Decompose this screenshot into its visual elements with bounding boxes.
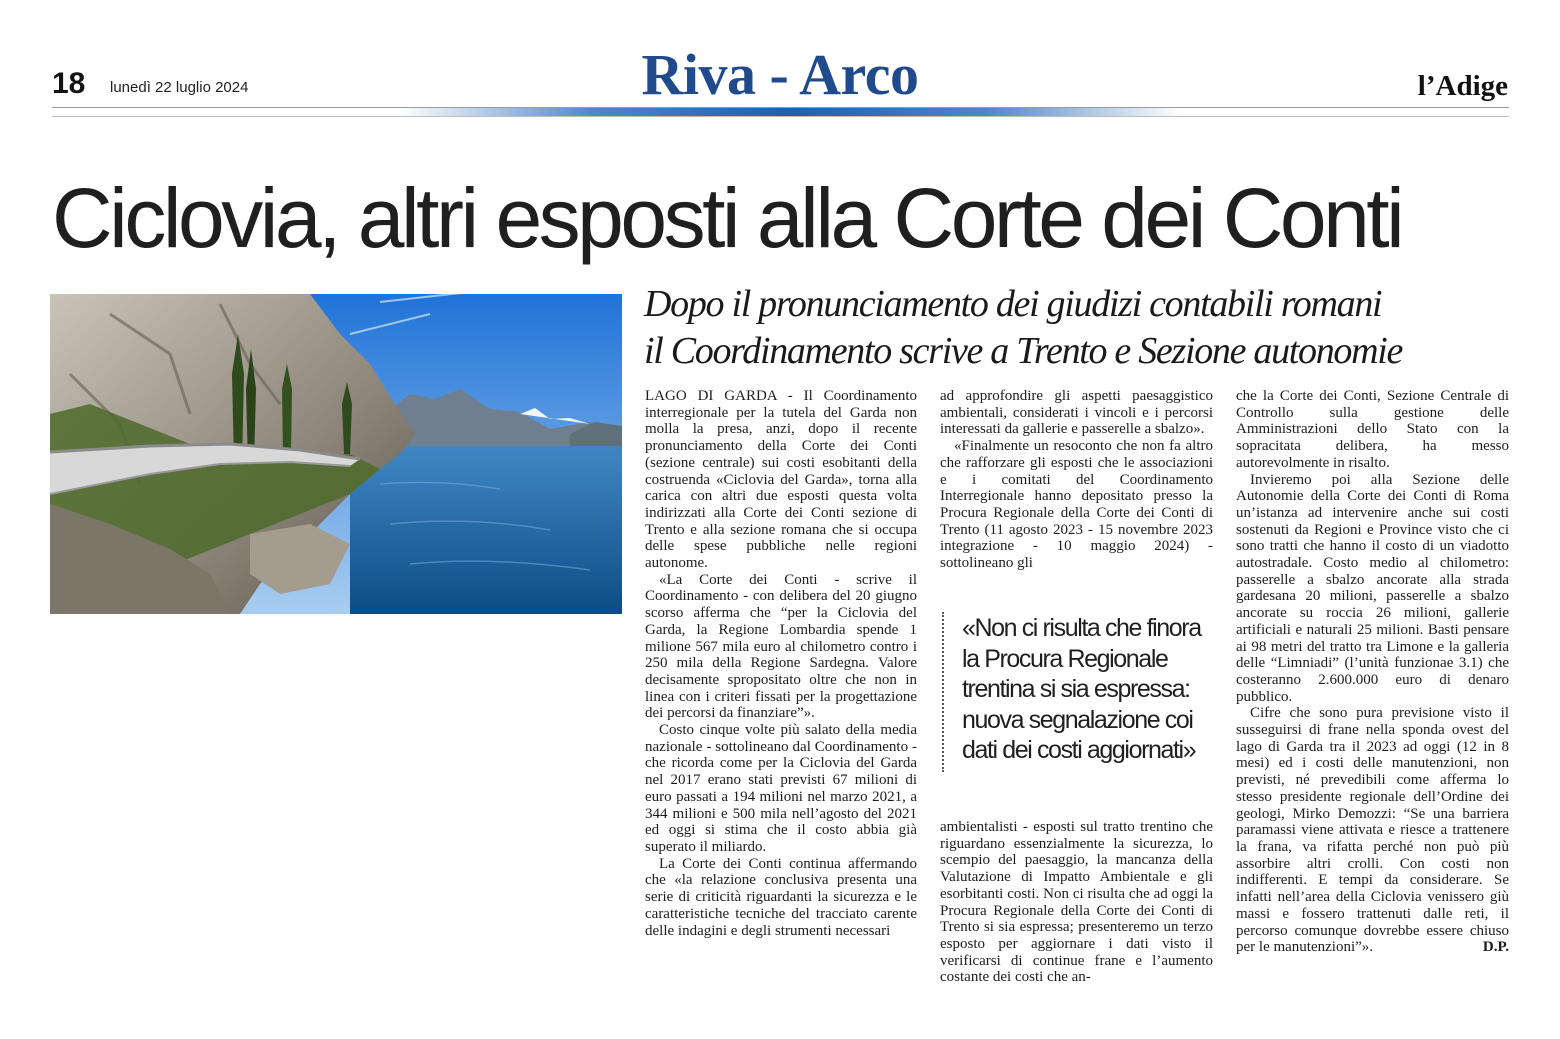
article-column-2-top: [940, 388, 1213, 572]
page-date: lunedì 22 luglio 2024: [110, 79, 249, 96]
pullquote-line: dati dei costi aggiornati»: [962, 736, 1196, 764]
paragraph: Invieremo poi alla Sezione delle Autonomie della Corte dei Conti di Roma un’istanza ad intervenire anche sui costi sostenuti da Regioni e Province visto che ci sono tratti che hanno il costo di un viadotto autostradale. Costo medio al chilometro: passerelle a sbalzo ancorate alla strada gardesana 20 milioni, passerelle a sbalzo ancorate su roccia 26 milioni, gallerie artificiali e naturali 25 milioni. Basti pensare ai 98 metri del tratto tra Limone e la galleria delle “Limniadi” (l’unità funzionae 3.1) che costeranno 2.600.000 euro di denaro pubblico.: [1236, 471, 1509, 705]
pullquote-line: nuova segnalazione coi: [962, 705, 1193, 734]
pullquote: [962, 613, 1212, 766]
pullquote-line: «Non ci risulta che finora: [962, 614, 1201, 642]
article-column-2-bottom: [940, 819, 1213, 986]
paragraph: «Finalmente un resoconto che non fa altro che rafforzare gli esposti che le associazioni e i comitati del Coordinamento Interregionale hanno depositato presso la Procura Regionale della Corte dei Conti di Trento (11 agosto 2023 - 15 novembre 2023 integrazione - 10 maggio 2024) - sottolineano gli: [940, 438, 1213, 572]
article-column-1: [645, 388, 917, 939]
article-subheading: [644, 281, 1510, 375]
newspaper-logo: l’Adige: [1417, 70, 1508, 102]
paragraph: [1236, 705, 1509, 956]
author-signature: D.P.: [1482, 939, 1509, 956]
header-accent-bar: [400, 108, 1180, 116]
subhead-line: il Coordinamento scrive a Trento e Sezione autonomie: [644, 330, 1403, 372]
article-headline: Ciclovia, altri esposti alla Corte dei Conti: [52, 171, 1402, 265]
subhead-line: Dopo il pronunciamento dei giudizi contabili romani: [644, 283, 1382, 325]
header-rule-lower: [52, 116, 1509, 117]
paragraph: che la Corte dei Conti, Sezione Centrale di Controllo sulla gestione delle Amministrazioni dello Stato con la sopracitata delibera, ha messo autorevolmente in risalto.: [1236, 388, 1509, 471]
paragraph-text: Cifre che sono pura previsione visto il susseguirsi di frane nella sponda ovest del lago di Garda tra il 2023 ad oggi (12 in 8 mesi) ed i costi delle manutenzioni, non previsti, né prevedibili come afferma lo stesso presidente regionale dell’Ordine dei geologi, Mirko Demozzi: “Se una barriera paramassi viene attivata e riesce a trattenere la frana, va rifatta perché non può più assorbire altri crolli. Con costi non indifferenti. E tempi da considerare. Se infatti nell’area della Ciclovia venissero giù massi e fossero trattenuti dalle reti, il percorso comunque dovrebbe essere chiuso per le manutenzioni”».: [1236, 705, 1509, 956]
page-number: 18: [52, 67, 86, 100]
pullquote-line: la Procura Regionale: [962, 644, 1168, 673]
paragraph: ad approfondire gli aspetti paesaggistico ambientali, considerati i vincoli e i percorsi interessati da gallerie e passerelle a sbalzo».: [940, 388, 1213, 438]
paragraph: Costo cinque volte più salato della media nazionale - sottolineano dal Coordinamento - che ricorda come per la Ciclovia del Garda nel 2017 erano stati previsti 67 milioni di euro passati a 194 milioni nel marzo 2021, a 344 milioni e 500 mila nell’agosto del 2021 ed oggi si stima che il costo abbia già superato il miliardo.: [645, 722, 917, 855]
paragraph: «La Corte dei Conti - scrive il Coordinamento - con delibera del 20 giugno scorso afferma che “per la Ciclovia del Garda, la Regione Lombardia spende 1 milione 567 mila euro al chilometro contro i 250 mila della Regione Sardegna. Valore decisamente spropositato oltre che non in linea con i criteri fissati per la progettazione dei percorsi da finanziare”».: [645, 571, 917, 722]
section-title: Riva - Arco: [641, 42, 919, 107]
pullquote-line: trentina si sia espressa:: [962, 675, 1190, 703]
article-photo: [50, 294, 622, 614]
paragraph: LAGO DI GARDA - Il Coordinamento interregionale per la tutela del Garda non molla la presa, anzi, dopo il recente pronunciamento della Corte dei Conti (sezione centrale) sui costi esobitanti della costruenda «Ciclovia del Garda», torna alla carica con altri due esposti questa volta indirizzati alla Corte dei Conti sezione di Trento e alla sezione romana che si occupa delle spese pubbliche nelle regioni autonome.: [645, 388, 917, 572]
paragraph: La Corte dei Conti continua affermando che «la relazione conclusiva presenta una serie di criticità riguardanti la sicurezza e le caratteristiche tecniche del tracciato carente delle indagini e degli strumenti necessari: [645, 855, 917, 939]
article-column-3: [1236, 388, 1509, 956]
pullquote-rule: [942, 612, 944, 772]
paragraph: ambientalisti - esposti sul tratto trentino che riguardano essenzialmente la sicurezza, lo scempio del paesaggio, la mancanza della Valutazione di Impatto Ambientale e gli esorbitanti costi. Non ci risulta che ad oggi la Procura Regionale della Corte dei Conti di Trento si sia espressa; presenteremo un terzo esposto per aggiornare i dati visto il verificarsi di continue frane e l’aumento costante dei costi che an-: [940, 819, 1213, 986]
